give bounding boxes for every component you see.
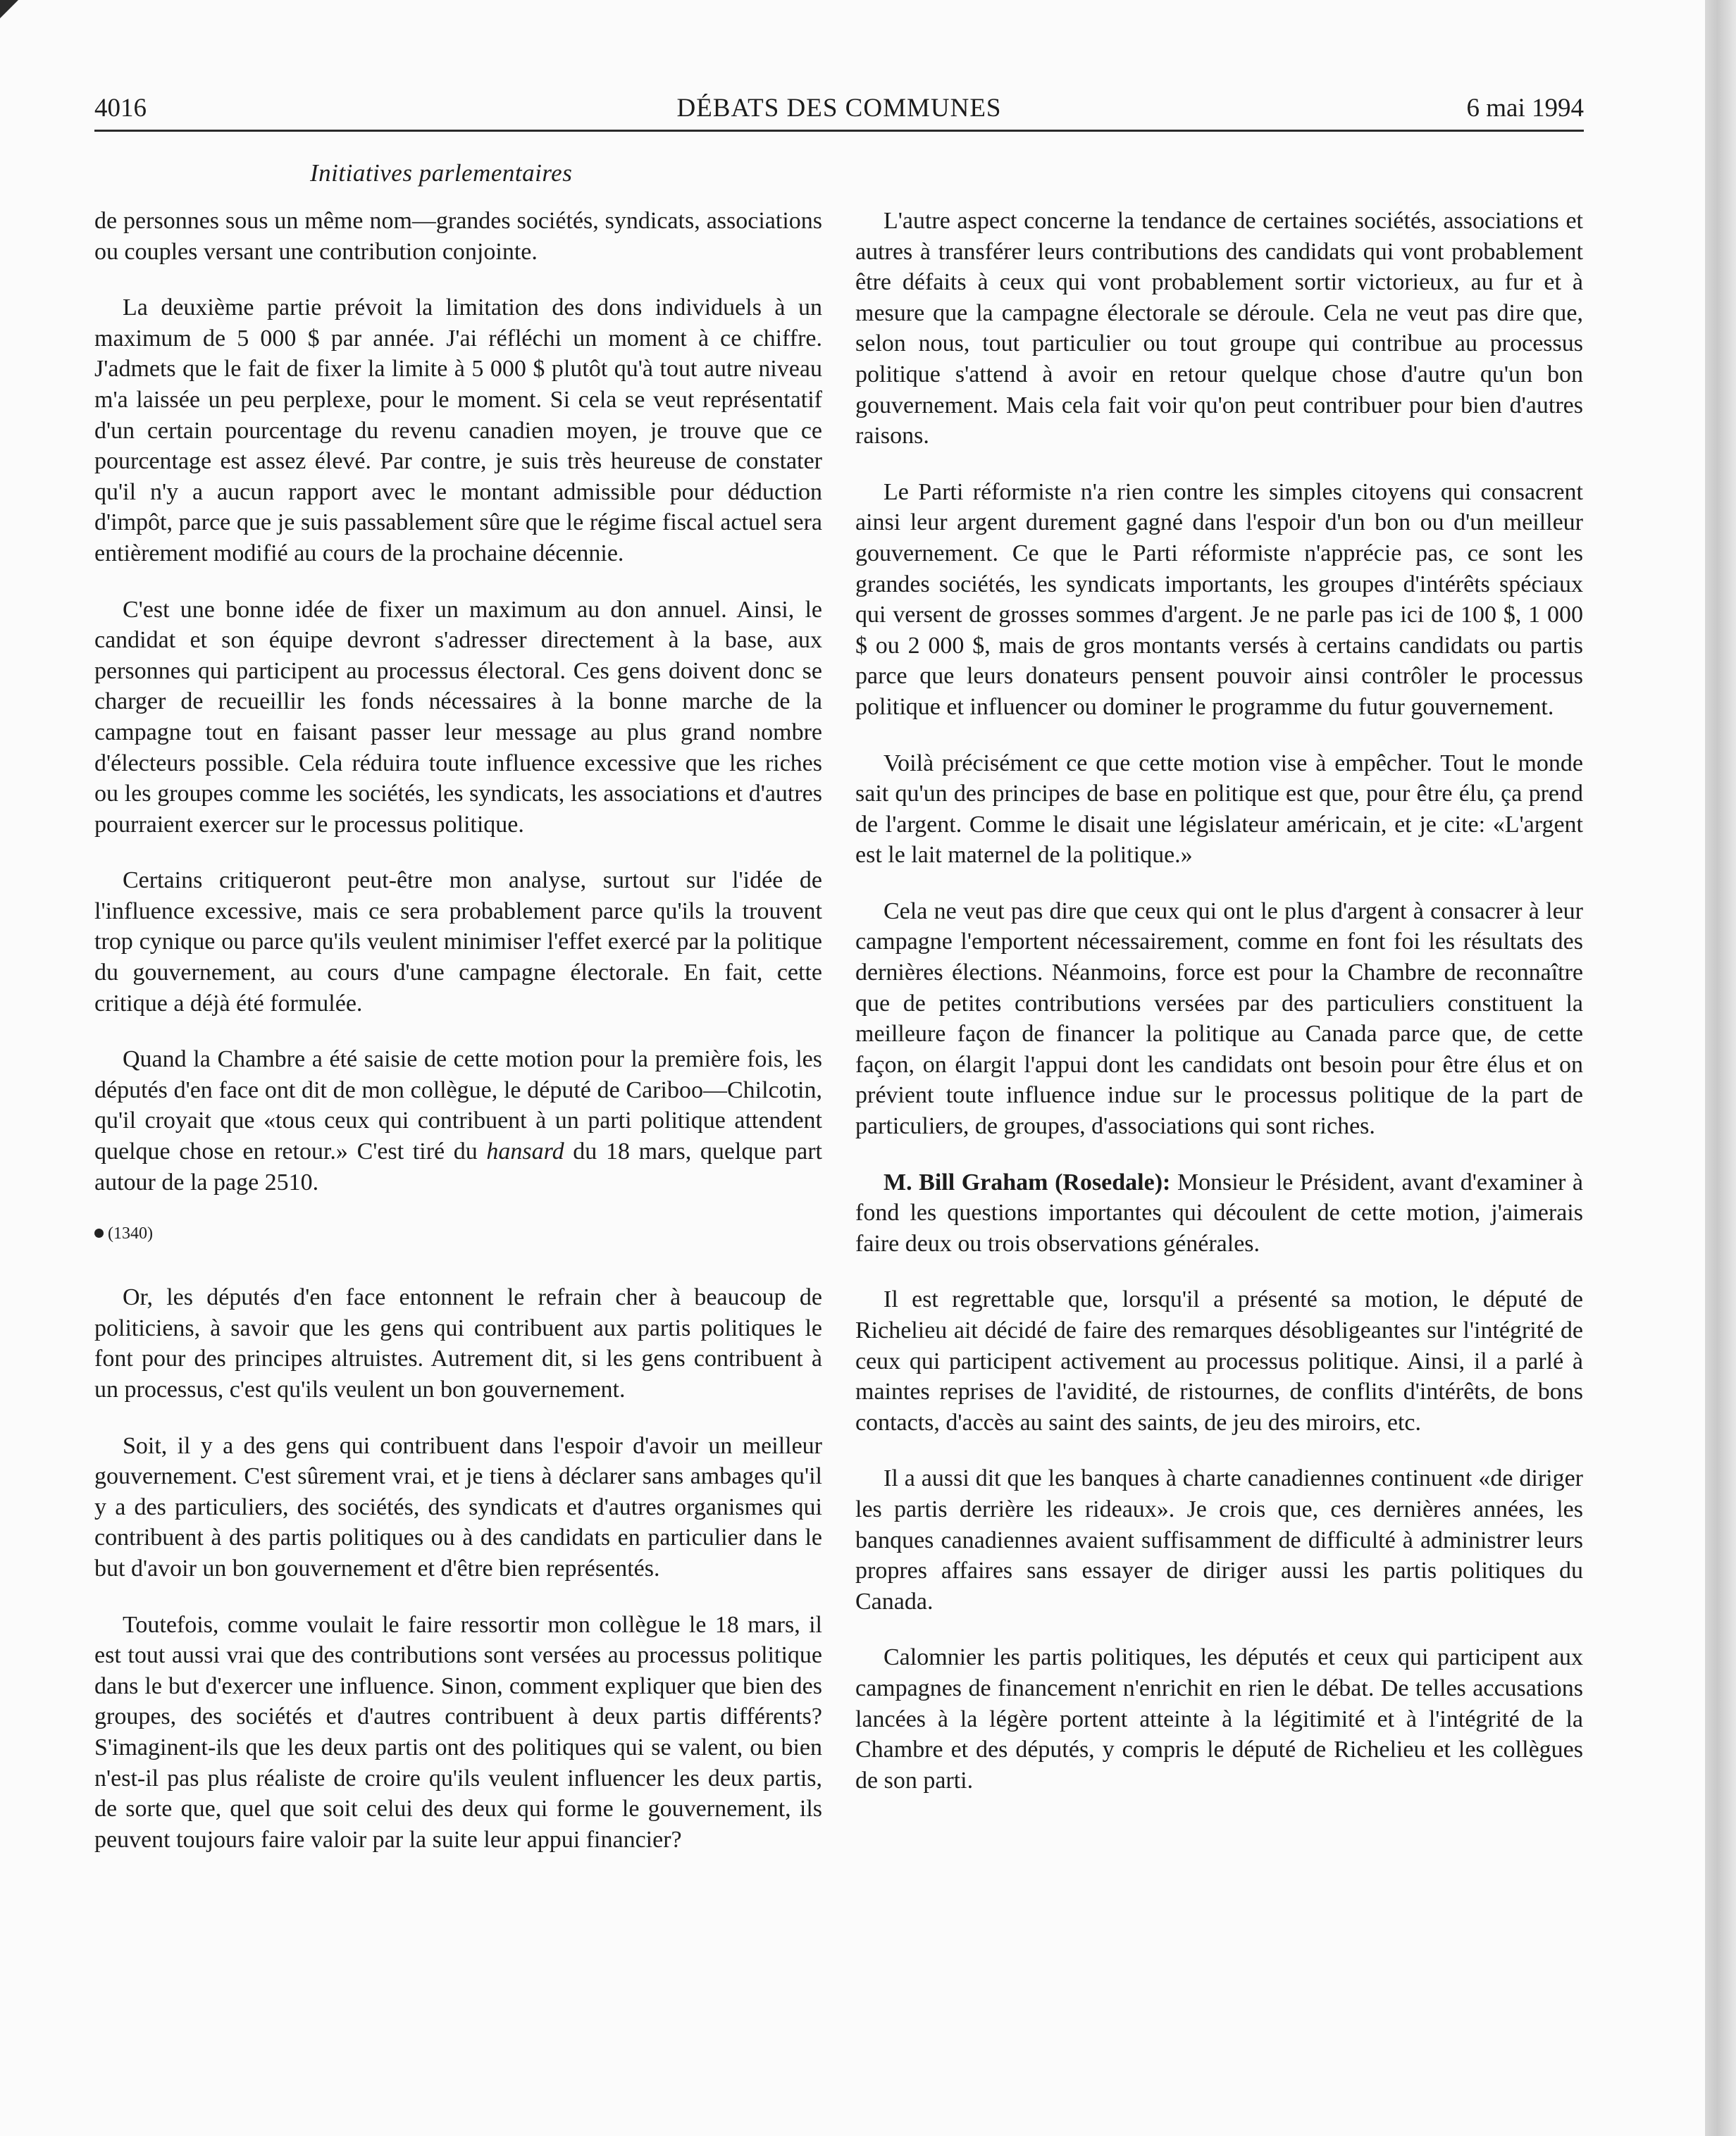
paragraph: Soit, il y a des gens qui contribuent dans l'espoir d'avoir un meilleur gouvernement. C'est sûrement vrai, et je tiens à déclarer sans ambages qu'il y a des particuliers, des sociétés, des syndicats et d'autres organismes qui contribuent à des partis politiques ou à des candidats en particulier dans le but d'avoir un bon gouvernement et d'être bien représentés. [94,1432,822,1582]
paragraph-text: Monsieur le Président, avant d'examiner à fond les questions importantes qui découlent de cette motion, j'aimerais faire deux ou trois observations générales. [855,1169,1583,1257]
time-marker [94,1223,822,1244]
page-gutter [1705,0,1736,2136]
hansard-reference: hansard [486,1138,564,1165]
paragraph: C'est une bonne idée de fixer un maximum au don annuel. Ainsi, le candidat et son équipe devront s'adresser directement à la base, aux personnes qui participent au processus électoral. Ces gens doivent donc se charger de recueillir les fonds nécessaires à la bonne marche de la campagne tout en faisant passer leur message au plus grand nombre d'électeurs possible. Cela réduira toute influence excessive que les riches ou les groupes comme les sociétés, les syndicats, les associations et d'autres pourraient exercer sur le processus politique. [94,596,822,838]
paragraph: Toutefois, comme voulait le faire ressortir mon collègue le 18 mars, il est tout aussi vrai que des contributions sont versées au processus politique dans le but d'exercer une influence. Sinon, comment expliquer que bien des groupes, des sociétés et d'autres contribuent à deux partis différents? S'imaginent-ils que les deux partis ont des politiques qui se valent, ou bien n'est-il pas plus réaliste de croire qu'ils veulent influencer les deux partis, de sorte que, quel que soit celui des deux qui forme le gouvernement, ils peuvent toujours faire valoir par la suite leur appui financier? [94,1611,822,1853]
paragraph: Il a aussi dit que les banques à charte canadiennes continuent «de diriger les partis derrière les rideaux». Je crois que, ces dernières années, les banques canadiennes avaient suffisamment de difficulté à administrer leurs propres affaires sans essayer de diriger aussi les partis politiques du Canada. [855,1465,1583,1615]
paragraph [855,1167,1583,1260]
paragraph: L'autre aspect concerne la tendance de certaines sociétés, associations et autres à transférer leurs contributions des candidats qui vont probablement être défaits à ceux qui vont probablement sortir victorieux, au fur et à mesure que la campagne électorale se déroule. Cela ne veut pas dire que, selon nous, tout particulier ou tout groupe qui contribue au processus politique s'attend à avoir en retour quelque chose d'autre qu'un bon gouvernement. Mais cela fait voir qu'on peut contribuer pour bien d'autres raisons. [855,208,1583,449]
page-header [94,89,1584,128]
header-rule [94,130,1584,132]
scan-corner-mark [0,0,18,18]
bullet-icon [94,1229,104,1238]
speaker-name: M. Bill Graham (Rosedale): [884,1169,1171,1196]
paragraph: Voilà précisément ce que cette motion vise à empêcher. Tout le monde sait qu'un des principes de base en politique est que, pour être élu, ça prend de l'argent. Comme le disait une législateur américain, et je cite: «L'argent est le lait maternel de la politique.» [855,750,1583,869]
paragraph: Calomnier les partis politiques, les députés et ceux qui participent aux campagnes de financement n'enrichit en rien le débat. De telles accusations lancées à la légère portent atteinte à la légitimité et à l'intégrité de la Chambre et des députés, y compris le député de Richelieu et les collègues de son parti. [855,1644,1583,1794]
paragraph: de personnes sous un même nom—grandes sociétés, syndicats, associations ou couples versant une contribution conjointe. [94,208,822,265]
right-column [855,206,1583,2108]
paragraph: Certains critiqueront peut-être mon analyse, surtout sur l'idée de l'influence excessive, mais ce sera probablement parce qu'ils la trouvent trop cynique ou parce qu'ils veulent minimiser l'effet exercé par la politique du gouvernement, au cours d'une campagne électorale. En fait, cette critique a déjà été formulée. [94,867,822,1017]
paragraph: Le Parti réformiste n'a rien contre les simples citoyens qui consacrent ainsi leur argent durement gagné dans l'espoir d'un bon ou d'un meilleur gouvernement. Ce que le Parti réformiste n'apprécie pas, ce sont les grandes sociétés, les syndicats importants, les groupes d'intérêts spéciaux qui versent de grosses sommes d'argent. Je ne parle pas ici de 100 $, 1 000 $ ou 2 000 $, mais de gros montants versés à certains candidats ou partis parce que leurs donateurs pensent pouvoir ainsi contrôler le processus politique et influencer ou dominer le programme du futur gouvernement. [855,478,1583,720]
paragraph-text: Quand la Chambre a été saisie de cette motion pour la première fois, les députés d'en face ont dit de mon collègue, le député de Cariboo—Chilcotin, qu'il croyait que «tous ceux qui contribuent à un parti politique attendent quelque chose en retour.» C'est tiré du [94,1046,822,1165]
paragraph: Il est regrettable que, lorsqu'il a présenté sa motion, le député de Richelieu ait décidé de faire des remarques désobligeantes sur l'intégrité de ceux qui participent activement au processus politique. Ainsi, il a parlé à maintes reprises de l'avidité, de ristournes, de conflits d'intérêts, de bons contacts, d'accès au saint des saints, de jeu des miroirs, etc. [855,1286,1583,1436]
paragraph: Cela ne veut pas dire que ceux qui ont le plus d'argent à consacrer à leur campagne l'emportent nécessairement, comme en font foi les résultats des dernières élections. Néanmoins, force est pour la Chambre de reconnaître que de petites contributions versées par des particuliers constituent la meilleure façon de financer la politique au Canada parce que, de cette façon, on élargit l'appui dont les candidats ont besoin pour être élus et on prévient toute influence indue sur le processus politique de la part de particuliers, de groupes, d'associations qui sont riches. [855,898,1583,1140]
paragraph: La deuxième partie prévoit la limitation des dons individuels à un maximum de 5 000 $ par année. J'ai réfléchi un moment à ce chiffre. J'admets que le fait de fixer la limite à 5 000 $ plutôt qu'à tout autre niveau m'a laissée un peu perplexe, pour le moment. Si cela se veut représentatif d'un certain pourcentage du revenu canadien moyen, je trouve que ce pourcentage est assez élevé. Par contre, je suis très heureuse de constater qu'il n'y a aucun rapport avec le montant admissible pour déduction d'impôt, parce que je suis passablement sûre que le régime fiscal actuel sera entièrement modifié au cours de la prochaine décennie. [94,294,822,566]
publication-date: 6 mai 1994 [1466,94,1584,123]
paragraph [94,1044,822,1198]
publication-title: DÉBATS DES COMMUNES [676,94,1002,123]
time-marker-text: (1340) [108,1224,153,1243]
paragraph-text: du 18 mars, quelque part autour de la page 2510. [94,1138,822,1196]
section-title: Initiatives parlementaires [310,159,573,187]
paragraph: Or, les députés d'en face entonnent le refrain cher à beaucoup de politiciens, à savoir que les gens qui contribuent aux partis politiques le font pour des principes altruistes. Autrement dit, si les gens contribuent à un processus, c'est qu'ils veulent un bon gouvernement. [94,1284,822,1403]
left-column [94,206,822,2108]
page-number: 4016 [94,94,147,123]
